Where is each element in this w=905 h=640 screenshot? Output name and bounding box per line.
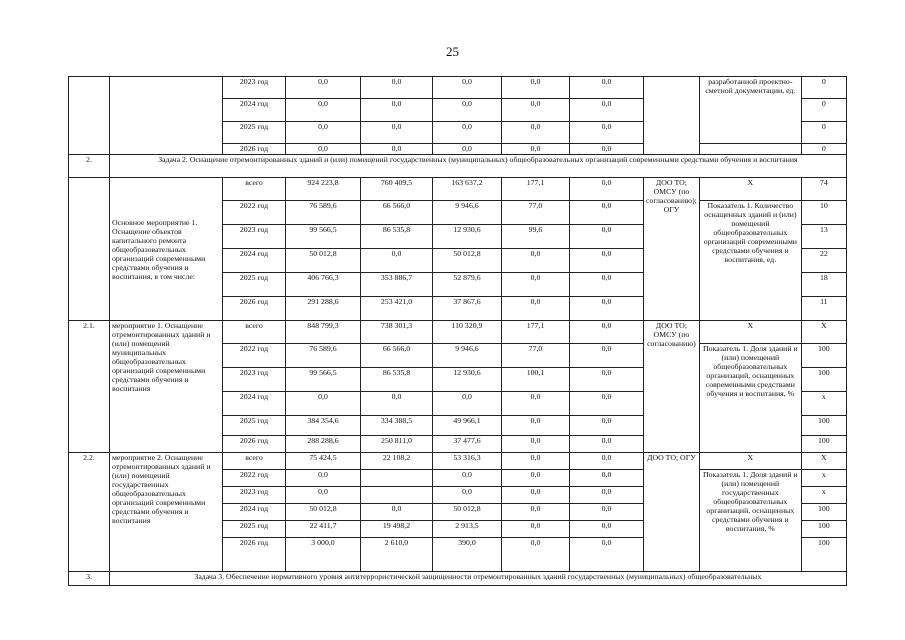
value-cell: 0,0 xyxy=(433,99,502,122)
indicator-cell: Показатель 1. Доля зданий и (или) помещений государственных общеобразовательных организаций, оснащенных средствами обучения и воспитания, % xyxy=(699,470,801,572)
indicator-cell: Показатель 1. Количество оснащенных зданий и (или) помещений общеобразовательных организаций современными средствами обучения и воспитания, ед. xyxy=(699,201,801,321)
target-cell: 0 xyxy=(801,122,846,144)
target-cell: 13 xyxy=(801,225,846,249)
value-cell: 77,0 xyxy=(502,201,570,225)
indicator-mark: Х xyxy=(699,453,801,470)
target-cell: 100 xyxy=(801,436,846,453)
year-cell: 2023 год xyxy=(223,487,286,504)
value-cell: 0,0 xyxy=(286,99,361,122)
value-cell: 0,0 xyxy=(570,416,644,436)
value-cell: 0,0 xyxy=(502,521,570,538)
target-cell: х xyxy=(801,392,846,416)
value-cell: 0,0 xyxy=(361,392,433,416)
value-cell: 334 388,5 xyxy=(361,416,433,436)
value-cell: 12 930,6 xyxy=(433,368,502,392)
value-cell: 0,0 xyxy=(570,453,644,470)
target-cell: х xyxy=(801,470,846,487)
target-cell: 22 xyxy=(801,249,846,273)
year-cell: 2024 год xyxy=(223,99,286,122)
year-cell: 2025 год xyxy=(223,273,286,297)
value-cell: 22 411,7 xyxy=(286,521,361,538)
year-cell: 2024 год xyxy=(223,504,286,521)
value-cell: 50 012,8 xyxy=(433,504,502,521)
task-number: 2. xyxy=(69,155,110,178)
value-cell: 924 223,8 xyxy=(286,178,361,201)
value-cell: 0,0 xyxy=(433,77,502,99)
year-cell: 2026 год xyxy=(223,436,286,453)
value-cell: 0,0 xyxy=(570,368,644,392)
target-cell: 100 xyxy=(801,521,846,538)
value-cell: 760 409,5 xyxy=(361,178,433,201)
year-cell: 2026 год xyxy=(223,144,286,155)
value-cell: 52 879,6 xyxy=(433,273,502,297)
target-cell: 10 xyxy=(801,201,846,225)
year-cell: 2023 год xyxy=(223,368,286,392)
value-cell: 0,0 xyxy=(502,122,570,144)
value-cell: 37 867,6 xyxy=(433,297,502,321)
value-cell: 0,0 xyxy=(502,504,570,521)
value-cell: 0,0 xyxy=(433,144,502,155)
value-cell: 0,0 xyxy=(502,144,570,155)
value-cell: 0,0 xyxy=(286,122,361,144)
indicator-cell xyxy=(699,144,801,155)
value-cell: 0,0 xyxy=(502,249,570,273)
year-cell: 2022 год xyxy=(223,470,286,487)
value-cell: 99,6 xyxy=(502,225,570,249)
value-cell: 99 566,5 xyxy=(286,368,361,392)
indicator-mark: Х xyxy=(699,178,801,201)
value-cell: 0,0 xyxy=(361,249,433,273)
value-cell: 0,0 xyxy=(502,487,570,504)
target-cell: 100 xyxy=(801,416,846,436)
value-cell: 0,0 xyxy=(502,77,570,99)
responsible-cell: ДОО ТО; ОМСУ (по согласованию); ОГУ xyxy=(644,178,700,321)
value-cell: 0,0 xyxy=(286,487,361,504)
value-cell: 0,0 xyxy=(570,392,644,416)
value-cell: 0,0 xyxy=(502,297,570,321)
value-cell: 253 421,0 xyxy=(361,297,433,321)
value-cell: 0,0 xyxy=(361,99,433,122)
value-cell: 0,0 xyxy=(570,144,644,155)
value-cell: 0,0 xyxy=(570,297,644,321)
value-cell xyxy=(361,470,433,487)
target-cell: 74 xyxy=(801,178,846,201)
description-cell: мероприятие 1. Оснащение отремонтированных зданий и (или) помещений муниципальных общеобразовательных организаций современными средствами обучения и воспитания xyxy=(110,321,223,453)
table-row xyxy=(69,321,847,344)
value-cell: 0,0 xyxy=(570,504,644,521)
value-cell: 353 886,7 xyxy=(361,273,433,297)
indicator-cell: Показатель 1. Доля зданий и (или) помещений общеобразовательных организаций, оснащенных современными средствами обучения и воспитания, % xyxy=(699,344,801,453)
value-cell: 0,0 xyxy=(570,487,644,504)
year-cell: 2025 год xyxy=(223,122,286,144)
page-number: 25 xyxy=(446,44,459,59)
value-cell: 0,0 xyxy=(433,487,502,504)
value-cell: 0,0 xyxy=(286,77,361,99)
value-cell: 0,0 xyxy=(502,99,570,122)
value-cell: 2 913,5 xyxy=(433,521,502,538)
year-cell: 2025 год xyxy=(223,521,286,538)
year-cell: всего xyxy=(223,178,286,201)
value-cell: 0,0 xyxy=(502,392,570,416)
value-cell: 9 946,6 xyxy=(433,201,502,225)
value-cell: 19 498,2 xyxy=(361,521,433,538)
value-cell: 53 316,3 xyxy=(433,453,502,470)
value-cell: 99 566,5 xyxy=(286,225,361,249)
target-cell: Х xyxy=(801,321,846,344)
value-cell: 177,1 xyxy=(502,178,570,201)
value-cell: 50 012,8 xyxy=(286,504,361,521)
value-cell: 66 566,0 xyxy=(361,344,433,368)
value-cell: 0,0 xyxy=(433,122,502,144)
year-cell: всего xyxy=(223,453,286,470)
year-cell: 2024 год xyxy=(223,392,286,416)
value-cell: 0,0 xyxy=(570,321,644,344)
target-cell: 100 xyxy=(801,538,846,572)
value-cell: 12 930,6 xyxy=(433,225,502,249)
value-cell: 0,0 xyxy=(502,453,570,470)
table-row xyxy=(69,77,847,99)
value-cell: 0,0 xyxy=(570,436,644,453)
event-number: 2.1. xyxy=(69,321,110,453)
value-cell: 76 589,6 xyxy=(286,344,361,368)
value-cell: 37 477,6 xyxy=(433,436,502,453)
value-cell xyxy=(361,487,433,504)
value-cell: 406 766,3 xyxy=(286,273,361,297)
value-cell: 250 811,0 xyxy=(361,436,433,453)
value-cell: 0,0 xyxy=(570,344,644,368)
value-cell: 0,0 xyxy=(570,273,644,297)
value-cell: 110 320,9 xyxy=(433,321,502,344)
value-cell: 0,0 xyxy=(286,470,361,487)
value-cell: 76 589,6 xyxy=(286,201,361,225)
value-cell: 288 288,6 xyxy=(286,436,361,453)
target-cell: Х xyxy=(801,453,846,470)
responsible-cell: ДОО ТО; ОГУ xyxy=(644,453,700,572)
year-cell: 2025 год xyxy=(223,416,286,436)
table-row xyxy=(69,453,847,470)
value-cell: 0,0 xyxy=(570,122,644,144)
value-cell: 77,0 xyxy=(502,344,570,368)
value-cell: 3 000,0 xyxy=(286,538,361,572)
target-cell: 11 xyxy=(801,297,846,321)
value-cell: 291 288,6 xyxy=(286,297,361,321)
value-cell: 0,0 xyxy=(361,144,433,155)
value-cell: 0,0 xyxy=(570,225,644,249)
target-cell: 100 xyxy=(801,368,846,392)
value-cell: 66 566,0 xyxy=(361,201,433,225)
value-cell: 2 610,0 xyxy=(361,538,433,572)
year-cell: 2022 год xyxy=(223,344,286,368)
year-cell: 2026 год xyxy=(223,538,286,572)
target-cell: 100 xyxy=(801,504,846,521)
value-cell: 0,0 xyxy=(502,436,570,453)
value-cell: 0,0 xyxy=(570,77,644,99)
indicator-cell: разработанной проектно-сметной документации, ед. xyxy=(699,77,801,144)
task-number: 3. xyxy=(69,572,110,586)
value-cell: 0,0 xyxy=(286,144,361,155)
value-cell: 86 535,8 xyxy=(361,368,433,392)
target-cell: 0 xyxy=(801,99,846,122)
value-cell: 0,0 xyxy=(361,122,433,144)
value-cell: 100,1 xyxy=(502,368,570,392)
description-cell xyxy=(110,77,223,155)
value-cell: 50 012,8 xyxy=(286,249,361,273)
value-cell: 22 108,2 xyxy=(361,453,433,470)
value-cell: 75 424,5 xyxy=(286,453,361,470)
responsible-cell xyxy=(644,77,700,155)
value-cell: 49 966,1 xyxy=(433,416,502,436)
year-cell: 2023 год xyxy=(223,77,286,99)
year-cell: 2024 год xyxy=(223,249,286,273)
target-cell: 0 xyxy=(801,144,846,155)
task-row xyxy=(69,572,847,586)
year-cell: 2026 год xyxy=(223,297,286,321)
value-cell: 86 535,8 xyxy=(361,225,433,249)
description-cell: Основное мероприятие 1. Оснащение объектов капитального ремонта общеобразовательных организаций современными средствами обучения и воспитания, в том числе: xyxy=(110,178,223,321)
value-cell: 0,0 xyxy=(286,392,361,416)
value-cell: 0,0 xyxy=(570,99,644,122)
value-cell: 163 637,2 xyxy=(433,178,502,201)
value-cell: 9 946,6 xyxy=(433,344,502,368)
value-cell: 0,0 xyxy=(502,538,570,572)
value-cell: 50 012,8 xyxy=(433,249,502,273)
event-number: 2.2. xyxy=(69,453,110,572)
task-title: Задача 2. Оснащение отремонтированных зданий и (или) помещений государственных (муниципальных) общеобразовательных организаций современными средствами обучения и воспитания xyxy=(110,155,847,178)
value-cell: 0,0 xyxy=(502,470,570,487)
number-cell xyxy=(69,178,110,321)
value-cell: 0,0 xyxy=(570,538,644,572)
value-cell: 0,0 xyxy=(361,77,433,99)
value-cell: 0,0 xyxy=(570,249,644,273)
value-cell: 177,1 xyxy=(502,321,570,344)
task-row xyxy=(69,155,847,178)
target-cell: 100 xyxy=(801,344,846,368)
value-cell: 0,0 xyxy=(361,504,433,521)
value-cell: 0,0 xyxy=(570,470,644,487)
description-cell: мероприятие 2. Оснащение отремонтированных зданий и (или) помещений государственных общеобразовательных организаций современными средствами обучения и воспитания xyxy=(110,453,223,572)
year-cell: 2022 год xyxy=(223,201,286,225)
value-cell: 384 354,6 xyxy=(286,416,361,436)
value-cell: 0,0 xyxy=(502,273,570,297)
value-cell: 848 799,3 xyxy=(286,321,361,344)
target-cell: 18 xyxy=(801,273,846,297)
number-cell xyxy=(69,77,110,155)
target-cell: х xyxy=(801,487,846,504)
responsible-cell: ДОО ТО; ОМСУ (по согласованию) xyxy=(644,321,700,453)
value-cell: 390,0 xyxy=(433,538,502,572)
value-cell: 0,0 xyxy=(502,416,570,436)
value-cell: 738 301,3 xyxy=(361,321,433,344)
value-cell: 0,0 xyxy=(433,392,502,416)
indicator-mark: Х xyxy=(699,321,801,344)
table-row xyxy=(69,178,847,201)
year-cell: всего xyxy=(223,321,286,344)
value-cell: 0,0 xyxy=(570,201,644,225)
value-cell: 0,0 xyxy=(433,470,502,487)
target-cell: 0 xyxy=(801,77,846,99)
value-cell: 0,0 xyxy=(570,521,644,538)
value-cell: 0,0 xyxy=(570,178,644,201)
task-title: Задача 3. Обеспечение нормативного уровня антитеррористической защищенности отремонтированных зданий государственных (муниципальных) общеобразовательных xyxy=(110,572,847,586)
budget-table xyxy=(68,76,847,586)
year-cell: 2023 год xyxy=(223,225,286,249)
